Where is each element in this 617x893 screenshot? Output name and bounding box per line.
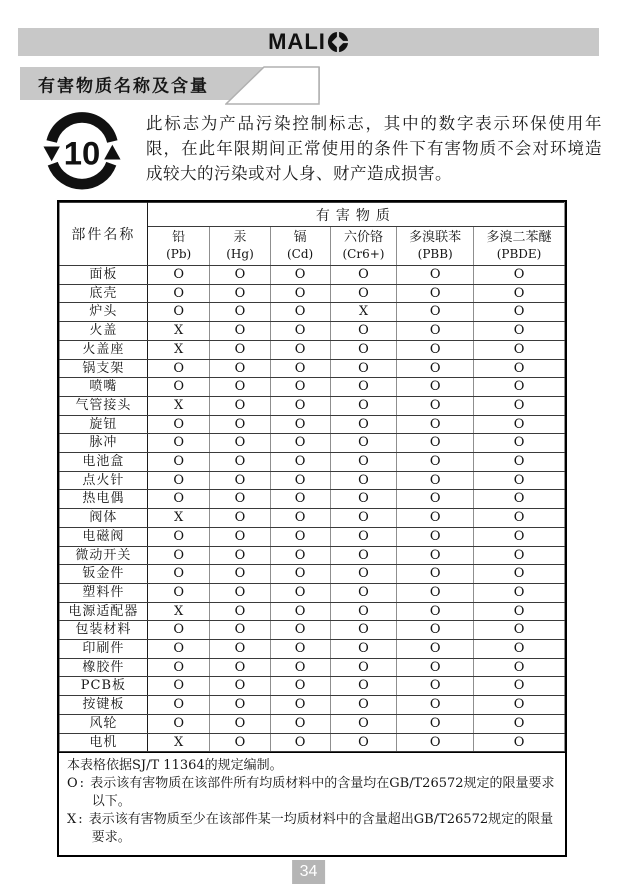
substance-value-cell: O — [147, 303, 210, 322]
substance-value-cell: O — [210, 396, 270, 415]
epup-description: 此标志为产品污染控制标志，其中的数字表示环保使用年限，在此年限期间正常使用的条件下有害物质不会对环境造成较大的污染或对人身、财产造成损害。 — [146, 114, 602, 183]
part-name-cell: 电源适配器 — [60, 602, 148, 621]
table-header-row-group — [60, 203, 565, 227]
substance-value-cell: O — [474, 378, 565, 397]
substance-value-cell: X — [147, 322, 210, 341]
substance-value-cell: O — [147, 266, 210, 285]
substance-value-cell: O — [210, 284, 270, 303]
rohs-table — [59, 202, 565, 752]
substance-value-cell: O — [474, 696, 565, 715]
substance-name: 多溴联苯 — [409, 230, 462, 246]
substance-value-cell: O — [210, 733, 270, 752]
part-name-cell: 底壳 — [60, 284, 148, 303]
substance-symbol: (Pb) — [166, 246, 192, 261]
substance-value-cell: O — [474, 565, 565, 584]
table-row — [60, 471, 565, 490]
substance-value-cell: O — [330, 434, 397, 453]
substance-value-cell: O — [474, 322, 565, 341]
section-title: 有害物质名称及含量 — [38, 76, 209, 95]
substance-value-cell: O — [270, 303, 330, 322]
substance-value-cell: O — [210, 696, 270, 715]
substance-value-cell: O — [397, 714, 474, 733]
substance-value-cell: O — [147, 284, 210, 303]
substance-value-cell: O — [330, 284, 397, 303]
table-row — [60, 322, 565, 341]
part-name-header: 部件名称 — [60, 203, 148, 266]
part-name-cell: 电机 — [60, 733, 148, 752]
substance-value-cell: O — [330, 583, 397, 602]
substance-value-cell: O — [210, 677, 270, 696]
table-body — [60, 266, 565, 752]
table-row — [60, 565, 565, 584]
substance-value-cell: O — [270, 266, 330, 285]
substance-value-cell: O — [270, 359, 330, 378]
substance-value-cell: O — [330, 378, 397, 397]
substance-value-cell: O — [147, 359, 210, 378]
substance-value-cell: O — [270, 490, 330, 509]
substance-value-cell: O — [270, 546, 330, 565]
note-text: 本表格依据SJ/T 11364的规定编制。 — [67, 758, 283, 774]
substance-value-cell: O — [270, 527, 330, 546]
table-row — [60, 340, 565, 359]
substance-value-cell: O — [270, 434, 330, 453]
brand-bar — [18, 28, 599, 56]
substance-value-cell: O — [270, 509, 330, 528]
substance-value-cell: O — [270, 658, 330, 677]
part-name-cell: 点火针 — [60, 471, 148, 490]
substance-value-cell: O — [330, 509, 397, 528]
part-name-cell: 锅支架 — [60, 359, 148, 378]
substance-value-cell: O — [397, 527, 474, 546]
table-row — [60, 696, 565, 715]
substance-value-cell: O — [270, 640, 330, 659]
substance-value-cell: O — [210, 322, 270, 341]
substance-value-cell: O — [210, 303, 270, 322]
substance-value-cell: O — [330, 621, 397, 640]
substance-value-cell: O — [397, 621, 474, 640]
part-name-cell: 电池盒 — [60, 453, 148, 472]
substance-value-cell: O — [474, 733, 565, 752]
substance-value-cell: O — [474, 266, 565, 285]
substance-value-cell: O — [474, 621, 565, 640]
substance-value-cell: X — [147, 340, 210, 359]
substance-value-cell: O — [397, 415, 474, 434]
substance-value-cell: O — [210, 621, 270, 640]
substance-symbol: (Cd) — [286, 246, 314, 261]
substance-value-cell: O — [147, 415, 210, 434]
substance-value-cell: O — [474, 509, 565, 528]
substance-value-cell: O — [330, 640, 397, 659]
substance-value-cell: O — [147, 471, 210, 490]
table-row — [60, 677, 565, 696]
note-line — [67, 811, 559, 847]
substance-value-cell: O — [147, 453, 210, 472]
substance-value-cell: O — [397, 378, 474, 397]
substance-value-cell: O — [270, 677, 330, 696]
substance-value-cell: O — [397, 359, 474, 378]
substance-value-cell: O — [397, 453, 474, 472]
substance-value-cell: O — [270, 733, 330, 752]
part-name-cell: 阀体 — [60, 509, 148, 528]
table-row — [60, 266, 565, 285]
substance-value-cell: O — [210, 602, 270, 621]
substance-value-cell: O — [474, 677, 565, 696]
substance-value-cell: O — [210, 471, 270, 490]
substance-value-cell: O — [397, 565, 474, 584]
substance-value-cell: O — [210, 640, 270, 659]
substance-value-cell: O — [147, 640, 210, 659]
page-number-badge: 34 — [292, 860, 326, 884]
table-row — [60, 658, 565, 677]
substance-value-cell: O — [147, 677, 210, 696]
substance-value-cell: O — [474, 640, 565, 659]
table-row — [60, 546, 565, 565]
substance-value-cell: O — [147, 434, 210, 453]
part-name-cell: PCB板 — [60, 677, 148, 696]
substance-value-cell: O — [210, 658, 270, 677]
substance-value-cell: O — [270, 284, 330, 303]
substance-value-cell: O — [397, 602, 474, 621]
note-marker: X: — [67, 812, 85, 828]
substance-value-cell: O — [270, 565, 330, 584]
substance-value-cell: O — [270, 471, 330, 490]
substance-value-cell: O — [474, 527, 565, 546]
substance-value-cell: O — [210, 266, 270, 285]
substance-name: 多溴二苯醚 — [486, 230, 552, 246]
substance-value-cell: O — [474, 340, 565, 359]
substance-value-cell: O — [397, 640, 474, 659]
substance-value-cell: O — [397, 434, 474, 453]
table-row — [60, 359, 565, 378]
substance-symbol: (PBB) — [417, 246, 453, 261]
substance-value-cell: O — [330, 266, 397, 285]
substance-value-cell: X — [147, 396, 210, 415]
brand-text: MALI — [268, 29, 326, 54]
substance-value-cell: O — [474, 490, 565, 509]
table-row — [60, 583, 565, 602]
part-name-cell: 火盖座 — [60, 340, 148, 359]
part-name-cell: 脉冲 — [60, 434, 148, 453]
substance-value-cell: X — [147, 602, 210, 621]
hazardous-substances-header: 有害物质 — [147, 203, 564, 227]
substance-value-cell: O — [210, 714, 270, 733]
substance-value-cell: O — [474, 284, 565, 303]
table-row — [60, 621, 565, 640]
table-row — [60, 527, 565, 546]
substance-header — [210, 227, 270, 266]
substance-name: 铅 — [172, 230, 186, 246]
substance-value-cell: O — [474, 434, 565, 453]
table-row — [60, 415, 565, 434]
substance-value-cell: O — [270, 340, 330, 359]
substance-value-cell: O — [270, 714, 330, 733]
part-name-cell: 气管接头 — [60, 396, 148, 415]
intro-section — [38, 112, 604, 194]
substance-value-cell: O — [270, 602, 330, 621]
note-text: 表示该有害物质在该部件所有均质材料中的含量均在GB/T26572规定的限量要求以下。 — [90, 776, 555, 810]
substance-name: 汞 — [233, 230, 247, 246]
substance-value-cell: O — [330, 453, 397, 472]
substance-value-cell: O — [147, 696, 210, 715]
substance-header — [474, 227, 565, 266]
substance-symbol: (Cr6+) — [342, 246, 385, 261]
note-line — [67, 775, 559, 811]
malio-o-icon — [327, 31, 349, 53]
substance-value-cell: O — [397, 509, 474, 528]
substance-value-cell: O — [474, 359, 565, 378]
note-text: 表示该有害物质至少在该部件某一均质材料中的含量超出GB/T26572规定的限量要求。 — [88, 812, 554, 846]
part-name-cell: 面板 — [60, 266, 148, 285]
part-name-cell: 旋钮 — [60, 415, 148, 434]
substance-value-cell: O — [147, 565, 210, 584]
table-row — [60, 396, 565, 415]
table-row — [60, 303, 565, 322]
part-name-cell: 喷嘴 — [60, 378, 148, 397]
substance-value-cell: O — [397, 284, 474, 303]
substance-name: 六价铬 — [343, 230, 383, 246]
substance-value-cell: O — [147, 583, 210, 602]
substance-value-cell: O — [270, 453, 330, 472]
table-row — [60, 509, 565, 528]
part-name-cell: 风轮 — [60, 714, 148, 733]
rohs-table-box — [57, 200, 567, 857]
substance-value-cell: O — [147, 490, 210, 509]
part-name-cell: 塑料件 — [60, 583, 148, 602]
substance-value-cell: O — [474, 583, 565, 602]
part-name-cell: 火盖 — [60, 322, 148, 341]
table-row — [60, 434, 565, 453]
substance-value-cell: O — [397, 696, 474, 715]
substance-value-cell: O — [210, 340, 270, 359]
substance-value-cell: O — [210, 509, 270, 528]
substance-value-cell: O — [474, 546, 565, 565]
substance-value-cell: O — [397, 658, 474, 677]
substance-value-cell: O — [210, 453, 270, 472]
substance-value-cell: O — [474, 396, 565, 415]
substance-value-cell: O — [147, 378, 210, 397]
substance-value-cell: O — [210, 415, 270, 434]
substance-value-cell: O — [270, 621, 330, 640]
table-row — [60, 284, 565, 303]
substance-value-cell: O — [330, 396, 397, 415]
substance-value-cell: X — [330, 303, 397, 322]
substance-value-cell: O — [210, 359, 270, 378]
substance-value-cell: O — [330, 733, 397, 752]
substance-value-cell: O — [474, 303, 565, 322]
substance-value-cell: O — [474, 471, 565, 490]
part-name-cell: 热电偶 — [60, 490, 148, 509]
table-row — [60, 733, 565, 752]
substance-value-cell: O — [330, 696, 397, 715]
table-row — [60, 602, 565, 621]
substance-value-cell: O — [397, 266, 474, 285]
substance-value-cell: O — [210, 490, 270, 509]
substance-header — [397, 227, 474, 266]
substance-value-cell: O — [330, 565, 397, 584]
substance-value-cell: O — [474, 658, 565, 677]
table-notes — [59, 752, 565, 855]
substance-name: 镉 — [293, 230, 307, 246]
substance-symbol: (PBDE) — [496, 246, 542, 261]
substance-value-cell: X — [147, 509, 210, 528]
substance-value-cell: O — [270, 583, 330, 602]
substance-value-cell: O — [330, 658, 397, 677]
substance-value-cell: O — [397, 677, 474, 696]
substance-value-cell: O — [210, 434, 270, 453]
substance-value-cell: O — [474, 714, 565, 733]
substance-value-cell: O — [474, 602, 565, 621]
substance-value-cell: O — [330, 677, 397, 696]
substance-value-cell: O — [330, 359, 397, 378]
substance-value-cell: O — [397, 471, 474, 490]
substance-value-cell: O — [474, 415, 565, 434]
table-row — [60, 490, 565, 509]
substance-value-cell: O — [474, 453, 565, 472]
substance-value-cell: O — [397, 340, 474, 359]
substance-value-cell: O — [330, 471, 397, 490]
brand-logo — [268, 31, 349, 53]
substance-value-cell: O — [397, 546, 474, 565]
substance-value-cell: O — [270, 378, 330, 397]
substance-value-cell: O — [147, 621, 210, 640]
substance-header — [270, 227, 330, 266]
note-marker: O: — [67, 776, 87, 792]
section-title-bar — [20, 67, 320, 100]
substance-value-cell: O — [397, 733, 474, 752]
part-name-cell: 印刷件 — [60, 640, 148, 659]
substance-value-cell: O — [210, 546, 270, 565]
substance-value-cell: O — [270, 415, 330, 434]
substance-value-cell: X — [147, 733, 210, 752]
substance-value-cell: O — [270, 396, 330, 415]
substance-value-cell: O — [330, 415, 397, 434]
substance-value-cell: O — [330, 490, 397, 509]
substance-value-cell: O — [330, 546, 397, 565]
part-name-cell: 包装材料 — [60, 621, 148, 640]
substance-value-cell: O — [330, 527, 397, 546]
note-line — [67, 757, 559, 775]
table-row — [60, 714, 565, 733]
substance-value-cell: O — [330, 602, 397, 621]
substance-value-cell: O — [210, 378, 270, 397]
substance-value-cell: O — [330, 340, 397, 359]
substance-value-cell: O — [270, 322, 330, 341]
part-name-cell: 按键板 — [60, 696, 148, 715]
part-name-cell: 微动开关 — [60, 546, 148, 565]
part-name-cell: 电磁阀 — [60, 527, 148, 546]
substance-value-cell: O — [270, 696, 330, 715]
part-name-cell: 钣金件 — [60, 565, 148, 584]
substance-value-cell: O — [147, 527, 210, 546]
substance-symbol: (Hg) — [226, 246, 254, 261]
substance-header — [147, 227, 210, 266]
substance-value-cell: O — [397, 322, 474, 341]
part-name-cell: 炉头 — [60, 303, 148, 322]
substance-value-cell: O — [210, 583, 270, 602]
table-row — [60, 453, 565, 472]
part-name-cell: 橡胶件 — [60, 658, 148, 677]
substance-value-cell: O — [397, 583, 474, 602]
substance-value-cell: O — [210, 527, 270, 546]
substance-value-cell: O — [147, 546, 210, 565]
substance-value-cell: O — [330, 322, 397, 341]
substance-value-cell: O — [210, 565, 270, 584]
substance-value-cell: O — [330, 714, 397, 733]
substance-value-cell: O — [397, 396, 474, 415]
table-row — [60, 378, 565, 397]
table-row — [60, 640, 565, 659]
recycling-epup-icon — [38, 112, 126, 194]
substance-value-cell: O — [147, 714, 210, 733]
substance-value-cell: O — [147, 658, 210, 677]
slash-decoration — [225, 66, 321, 105]
substance-header — [330, 227, 397, 266]
substance-value-cell: O — [397, 303, 474, 322]
substance-value-cell: O — [397, 490, 474, 509]
epup-years: 10 — [63, 134, 101, 172]
